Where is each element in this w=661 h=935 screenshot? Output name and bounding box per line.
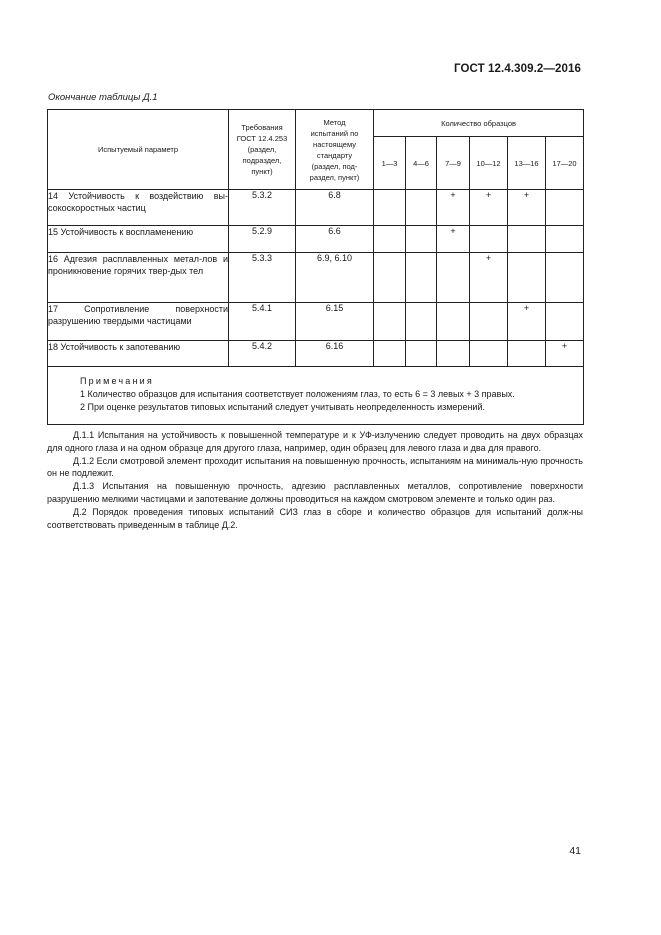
parameter-cell: 16 Адгезия расплавленных метал-лов и проникновение горячих твер-дых тел: [48, 253, 229, 303]
requirement-cell: 5.4.1: [229, 303, 296, 341]
table-row: [48, 303, 584, 341]
header-line: Метод: [323, 117, 346, 127]
paragraph: Д.1.1 Испытания на устойчивость к повышенной температуре и к УФ-излучению следует проводить на двух образцах для одного глаза и на одном образце для другого глаза, например, один образец для левого глаза и два для правого.: [47, 430, 583, 453]
requirement-cell: 5.3.3: [229, 253, 296, 303]
method-cell: 6.9, 6.10: [296, 253, 374, 303]
method-cell: 6.8: [296, 190, 374, 226]
parameter-cell: 18 Устойчивость к запотеванию: [48, 341, 229, 367]
mark-cell: [374, 303, 406, 341]
mark-cell: [406, 253, 437, 303]
mark-cell: +: [437, 226, 470, 253]
body-text: [47, 429, 583, 531]
header-line: (раздел,: [247, 145, 277, 154]
note-item: 2 При оценке результатов типовых испытаний следует учитывать неопределенность измерений.: [80, 402, 485, 412]
document-code: ГОСТ 12.4.309.2—2016: [454, 63, 581, 75]
note-item: 1 Количество образцов для испытания соответствует положениям глаз, то есть 6 = 3 левых + 3 правых.: [80, 389, 515, 399]
header-line: ГОСТ 12.4.253: [236, 134, 288, 143]
method-cell: 6.6: [296, 226, 374, 253]
mark-cell: +: [470, 253, 508, 303]
column-header-parameter: Испытуемый параметр: [48, 110, 229, 190]
mark-cell: [374, 190, 406, 226]
mark-cell: +: [546, 341, 584, 367]
mark-cell: [508, 253, 546, 303]
mark-cell: [374, 253, 406, 303]
mark-cell: [546, 226, 584, 253]
mark-cell: [470, 303, 508, 341]
header-line: настоящему: [313, 139, 356, 149]
header-line: испытаний по: [310, 128, 359, 138]
table-notes-row: [48, 367, 584, 425]
mark-cell: [508, 226, 546, 253]
range-header: 10—12: [470, 137, 508, 190]
paragraph: Д.2 Порядок проведения типовых испытаний СИЗ глаз в сборе и количество образцов для испытаний долж-ны соответствовать приведенным в таблице Д.2.: [47, 506, 583, 530]
mark-cell: [437, 253, 470, 303]
table-notes: [48, 367, 584, 425]
requirement-cell: 5.2.9: [229, 226, 296, 253]
header-line: Требования: [241, 123, 283, 132]
table-row: [48, 190, 584, 226]
test-parameters-table: [47, 109, 584, 425]
parameter-cell: 14 Устойчивость к воздействию вы-сокоскоростных частиц: [48, 190, 229, 226]
mark-cell: [437, 303, 470, 341]
mark-cell: +: [437, 190, 470, 226]
mark-cell: +: [508, 303, 546, 341]
range-header: 13—16: [508, 137, 546, 190]
parameter-cell: 17 Сопротивление поверхности разрушению твердыми частицами: [48, 303, 229, 341]
mark-cell: [470, 341, 508, 367]
mark-cell: [437, 341, 470, 367]
table-caption: Окончание таблицы Д.1: [48, 92, 158, 103]
mark-cell: [508, 341, 546, 367]
method-cell: 6.16: [296, 341, 374, 367]
mark-cell: [406, 341, 437, 367]
page-number: 41: [569, 845, 581, 857]
mark-cell: [546, 253, 584, 303]
table-row: [48, 226, 584, 253]
range-header: 4—6: [406, 137, 437, 190]
paragraph: Д.1.2 Если смотровой элемент проходит испытания на повышенную прочность, испытаниям на минималь-ную прочность он не подлежит.: [47, 455, 583, 479]
paragraph: Д.1.3 Испытания на повышенную прочность, адгезию расплавленных металлов, сопротивление поверхности разрушению мелкими частицами и запотевание должны проводиться на каждом смотровом элементе и только один раз.: [47, 481, 583, 504]
mark-cell: [374, 226, 406, 253]
requirement-cell: 5.3.2: [229, 190, 296, 226]
method-cell: 6.15: [296, 303, 374, 341]
mark-cell: [406, 190, 437, 226]
column-header-requirements: [229, 110, 296, 190]
mark-cell: +: [508, 190, 546, 226]
header-line: подраздел,: [242, 156, 282, 165]
column-header-sample-count: Количество образцов: [374, 110, 584, 137]
mark-cell: [406, 226, 437, 253]
table-row: [48, 341, 584, 367]
header-line: пункт): [251, 167, 273, 176]
header-line: стандарту: [316, 150, 353, 160]
parameter-cell: 15 Устойчивость к воспламенению: [48, 226, 229, 253]
mark-cell: [546, 190, 584, 226]
requirement-cell: 5.4.2: [229, 341, 296, 367]
mark-cell: [374, 341, 406, 367]
column-header-method: [296, 110, 374, 190]
mark-cell: +: [470, 190, 508, 226]
notes-title: Примечания: [80, 376, 154, 386]
mark-cell: [406, 303, 437, 341]
mark-cell: [470, 226, 508, 253]
header-line: (раздел, под-: [311, 161, 358, 171]
range-header: 17—20: [546, 137, 584, 190]
mark-cell: [546, 303, 584, 341]
header-line: раздел, пункт): [309, 172, 360, 182]
range-header: 1—3: [374, 137, 406, 190]
range-header: 7—9: [437, 137, 470, 190]
table-row: [48, 253, 584, 303]
